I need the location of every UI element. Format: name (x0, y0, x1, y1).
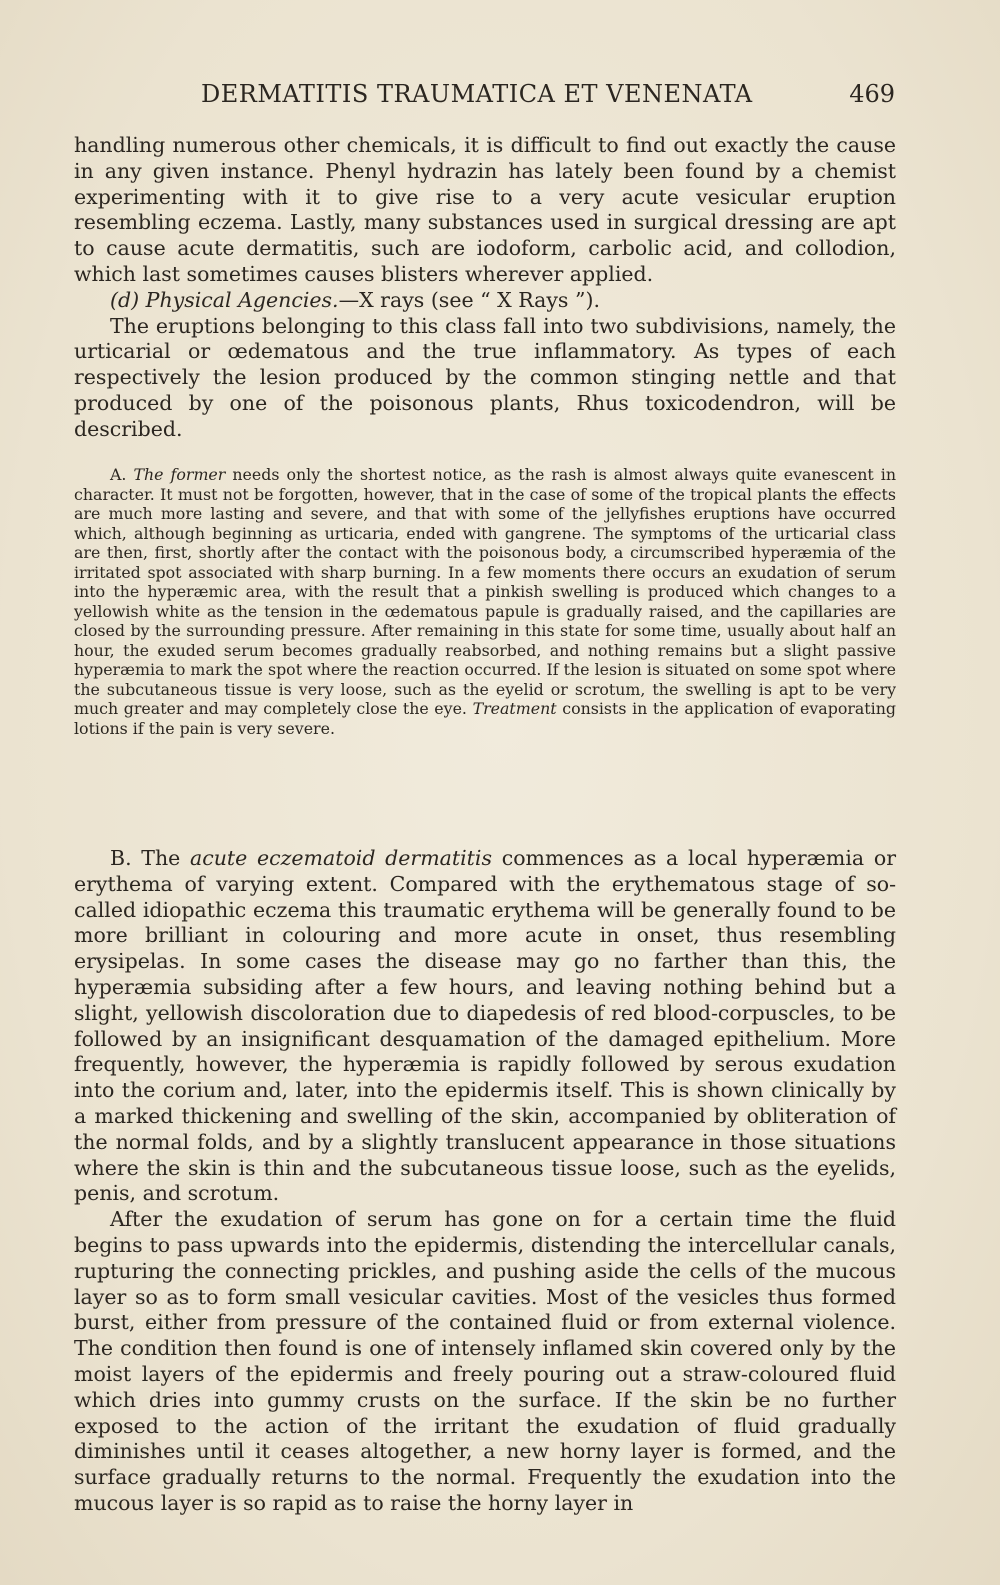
section-a-lead: The former (133, 465, 226, 484)
subsection-heading: Physical Agencies. (145, 287, 339, 312)
section-b-label: B. The (110, 846, 181, 870)
section-b (74, 846, 896, 1517)
subsection-label: (d) (110, 287, 140, 312)
page-number: 469 (849, 80, 895, 108)
section-a (74, 465, 896, 738)
opening-text (74, 133, 896, 443)
paragraph-urticarial: A. The former needs only the shortest notice, as the rash is almost always quite evanescent in character. It must not be forgotten, however, that in the case of some of the tropical plants the effects are much more lasting and severe, and that with some of the jellyfishes eruptions have occurred which, although beginning as urticaria, ended with gangrene. The symptoms of the urticarial class are then, first, shortly after the contact with the poisonous body, a circumscribed hyperæmia of the irritated spot associated with sharp burning. In a few moments there occurs an exudation of serum into the hyperæmic area, with the result that a pinkish swelling is produced which changes to a yellowish white as the tension in the œdematous papule is gradually raised, and the capillaries are closed by the surrounding pressure. After remaining in this state for some time, usually about half an hour, the exuded serum becomes gradually reabsorbed, and nothing remains but a slight passive hyperæmia to mark the spot where the reaction occurred. If the lesion is situated on some spot where the subcutaneous tissue is very loose, such as the eyelid or scrotum, the swelling is apt to be very much greater and may completely close the eye. Treatment consists in the application of evaporating lotions if the pain is very severe. (74, 465, 897, 738)
paragraph-chemicals: handling numerous other chemicals, it is difficult to find out exactly the cause in any given instance. Phenyl hydrazin has lately been found by a chemist experimenting with it to give rise to a very acute vesicular eruption resembling eczema. Lastly, many substances used in surgical dressing are apt to cause acute dermatitis, such are iodoform, carbolic acid, and collodion, which last sometimes causes blisters wherever applied. (74, 133, 896, 286)
running-title: DERMATITIS TRAUMATICA ET VENENATA (201, 80, 753, 108)
section-b-lead: acute eczematoid dermatitis (190, 846, 492, 870)
paragraph-eruptions-classes: The eruptions belonging to this class fall into two subdivisions, namely, the urticarial or œdematous and the true inflammatory. As types of each respectively the lesion produced by the common stinging nettle and that produced by one of the poisonous plants, Rhus toxicodendron, will be described. (74, 313, 896, 441)
paragraph-physical-agencies: (d) Physical Agencies.—X rays (see “ X Rays ”). (110, 287, 600, 312)
treatment-label: Treatment (472, 699, 557, 718)
running-head (75, 80, 895, 110)
paragraph-exudation: After the exudation of serum has gone on for a certain time the fluid begins to pass upwards into the epidermis, distending the intercellular canals, rupturing the connecting prickles, and pushing aside the cells of the mucous layer so as to form small vesicular cavities. Most of the vesicles thus formed burst, either from pressure of the contained fluid or from external violence. The condition then found is one of intensely inflamed skin covered only by the moist layers of the epidermis and freely pouring out a straw-coloured fluid which dries into gummy crusts on the surface. If the skin be no further exposed to the action of the irritant the exudation of fluid gradually diminishes until it ceases altogether, a new horny layer is formed, and the surface gradually returns to the normal. Frequently the exudation into the mucous layer is so rapid as to raise the horny layer in (74, 1207, 896, 1515)
section-a-label: A. (110, 465, 127, 484)
paragraph-eczematoid: B. The acute eczematoid dermatitis commences as a local hyperæmia or erythema of varying extent. Compared with the erythematous stage of so-called idiopathic eczema this traumatic erythema will be generally found to be more brilliant in colouring and more acute in onset, thus resembling erysipelas. In some cases the disease may go no farther than this, the hyperæmia subsiding after a few hours, and leaving nothing behind but a slight, yellowish discoloration due to diapedesis of red blood-corpuscles, to be followed by an insignificant desquamation of the damaged epithelium. More frequently, however, the hyperæmia is rapidly followed by serous exudation into the corium and, later, into the epidermis itself. This is shown clinically by a marked thickening and swelling of the skin, accompanied by obliteration of the normal folds, and by a slightly translucent appearance in those situations where the skin is thin and the subcutaneous tissue loose, such as the eyelids, penis, and scrotum. (74, 846, 896, 1206)
